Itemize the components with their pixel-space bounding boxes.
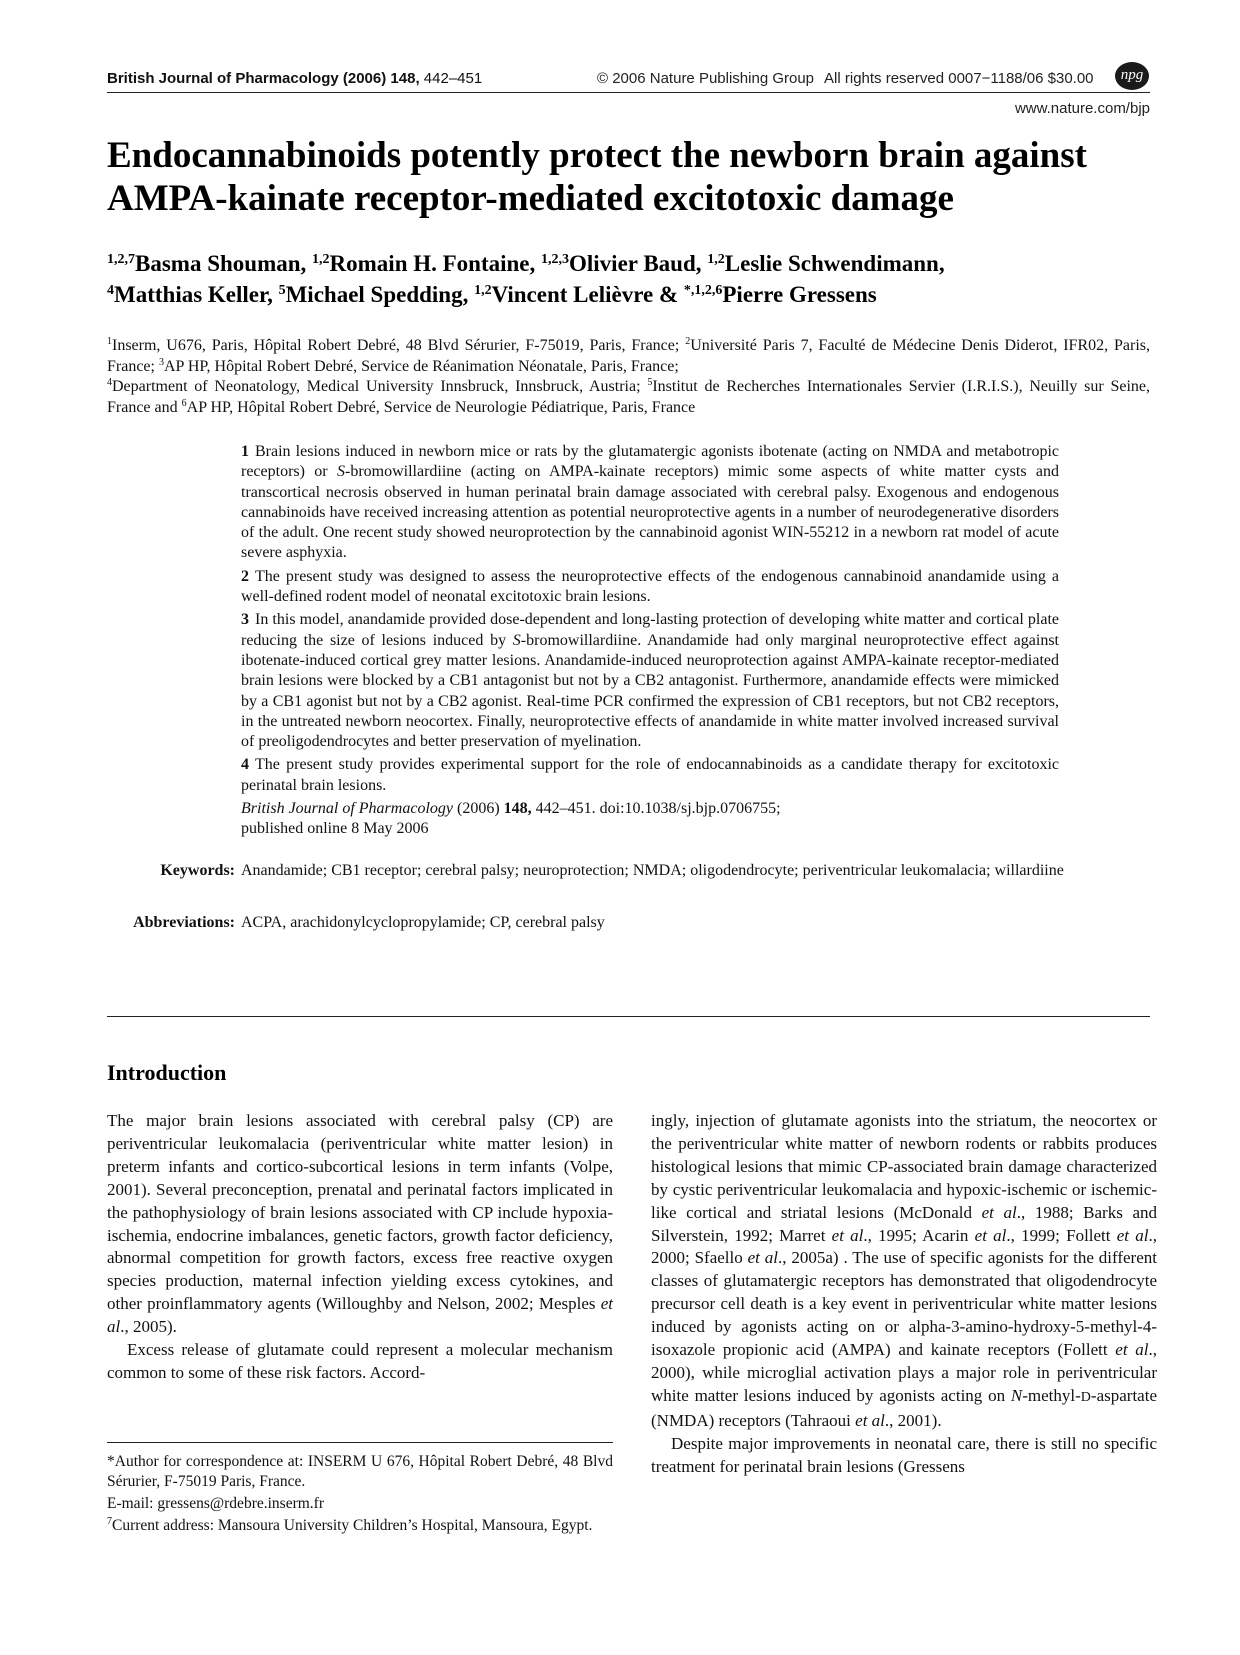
keywords-text: Anandamide; CB1 receptor; cerebral palsy; neuroprotection; NMDA; oligodendrocyte; periventricular leukomalacia; willardiine (241, 862, 1064, 879)
body-italic: et al (974, 1225, 1007, 1245)
rights-text: All rights reserved 0007−1188/06 $30.00 (824, 70, 1094, 87)
author-sup: 1,2,7 (107, 252, 135, 267)
author-name: Matthias Keller, (114, 282, 279, 307)
abstract-para-number: 3 (241, 611, 249, 629)
title-line-2: AMPA-kainate receptor-mediated excitotoxic damage (107, 178, 954, 219)
body-italic: et al (855, 1410, 885, 1430)
email-footnote[interactable]: E-mail: gressens@rdebre.inserm.fr (107, 1495, 324, 1512)
footnote-rule (107, 1442, 613, 1443)
body-italic: et al (1116, 1225, 1149, 1245)
affil-sup: 2 (685, 336, 691, 347)
body-italic: et al (107, 1294, 613, 1337)
author-name: Basma Shouman, (135, 251, 313, 276)
affil-text: Université Paris 7, Faculté de Médecine Denis Diderot, IFR02, Paris, France; (107, 337, 1150, 375)
correspondence-footnote: *Author for correspondence at: INSERM U 676, Hôpital Robert Debré, 48 Blvd Sérurier, F-75019 Paris, France. (107, 1453, 613, 1490)
article-title (107, 134, 1150, 220)
author-line-2 (107, 279, 1150, 310)
published-date: published online 8 May 2006 (241, 820, 429, 838)
affil-text: AP HP, Hôpital Robert Debré, Service de Neurologie Pédiatrique, Paris, France (186, 398, 696, 416)
abbreviations-label: Abbreviations: (133, 914, 235, 931)
body-italic: et al (747, 1248, 778, 1268)
abstract-para-number: 2 (241, 567, 249, 585)
abstract-text: In this model, anandamide provided dose-dependent and long-lasting protection of developing white matter and cortical plate reducing the size of lesions induced by (241, 611, 1059, 649)
author-sup: *,1,2,6 (683, 283, 723, 298)
copyright-text: © 2006 Nature Publishing Group (597, 70, 815, 87)
journal-url[interactable]: www.nature.com/bjp (1014, 100, 1150, 117)
body-column-left (107, 1110, 613, 1385)
body-paragraph (107, 1110, 613, 1339)
body-text: ingly, injection of glutamate agonists into the striatum, the neocortex or the periventricular white matter of newborn rodents or rabbits produces histological lesions that mimic CP-associated brain damage characterized by cystic periventricular leukomalacia and hypoxic-ischemic or ischemic-like cortical and striatal lesions (McDonald (651, 1111, 1157, 1222)
author-name: Olivier Baud, (569, 251, 708, 276)
body-paragraph: Despite major improvements in neonatal care, there is still no specific treatment for perinatal brain lesions (Gressens (651, 1433, 1157, 1476)
author-name: Michael Spedding, (285, 282, 475, 307)
author-sup: 1,2 (707, 252, 725, 267)
abstract-para-3 (241, 610, 1059, 752)
body-column-right (651, 1110, 1157, 1479)
body-italic: et al (1115, 1340, 1149, 1360)
body-text: ., 2000; Sfaello (651, 1225, 1157, 1268)
abstract-italic: S (512, 631, 521, 649)
affil-text: Department of Neonatology, Medical University Innsbruck, Innsbruck, Austria; (112, 378, 648, 395)
author-sup: 4 (107, 283, 114, 298)
affil-sup: 3 (158, 356, 164, 368)
abstract-text: -bromowillardiine. Anandamide had only marginal neuroprotective effect against ibotenate-induced cortical grey matter lesions. Anandamide-induced neuroprotection against AMPA-kainate receptor-mediated brain lesions were blocked by a CB1 antagonist but not by a CB2 antagonist. Furthermore, anandamide effects were mimicked by a CB1 agonist but not by a CB2 agonist. Real-time PCR confirmed the expression of CB1 receptors, but not CB2 receptors, in the untreated newborn neocortex. Finally, neuroprotective effects of anandamide in white matter involved increased survival of preoligodendrocytes and better preservation of myelination. (241, 631, 1059, 751)
body-italic: N (1010, 1385, 1023, 1405)
author-sup: 1,2 (312, 252, 330, 267)
affil-text: Inserm, U676, Paris, Hôpital Robert Debré, 48 Blvd Sérurier, F-75019, Paris, France; (112, 337, 686, 354)
affil-sup: 1 (107, 336, 112, 347)
abbreviations-text: ACPA, arachidonylcyclopropylamide; CP, cerebral palsy (241, 914, 605, 931)
abstract-para-number: 4 (241, 756, 249, 774)
author-name: Vincent Lelièvre & (491, 282, 684, 307)
body-text: ., 2001). (884, 1410, 942, 1430)
affil-sup: 6 (181, 397, 187, 409)
abstract-text: The present study was designed to assess the neuroprotective effects of the endogenous cannabinoid anandamide using a well-defined rodent model of neonatal excitotoxic brain lesions. (241, 567, 1059, 606)
body-text: The major brain lesions associated with cerebral palsy (CP) are periventricular leukomalacia (periventricular white matter lesion) in preterm infants and cortico-subcortical lesions in term infants (Volpe, 2001). Several preconception, prenatal and perinatal factors implicated in the pathophysiology of brain lesions associated with CP include hypoxia-ischemia, endocrine imbalances, genetic factors, growth factor deficiency, abnormal competition for growth factors, excess free reactive oxygen species production, maternal infection yielding excess cytokines, and other proinflammatory agents (Willoughby and Nelson, 2002; Mesples (107, 1111, 613, 1314)
journal-name: British Journal of Pharmacology (2006) (107, 70, 387, 87)
abstract-para-number: 1 (241, 443, 249, 460)
body-text: ., 2005). (120, 1317, 177, 1337)
affil-text: AP HP, Hôpital Robert Debré, Service de Réanimation Néonatale, Paris, France; (163, 357, 679, 375)
title-line-1: Endocannabinoids potently protect the newborn brain against (107, 135, 1087, 176)
abstract-text: The present study provides experimental support for the role of endocannabinoids as a candidate therapy for excitotoxic perinatal brain lesions. (241, 756, 1059, 794)
footnotes (107, 1452, 613, 1538)
journal-pages: 442–451 (423, 70, 483, 87)
body-text: -methyl- (1022, 1385, 1081, 1405)
abstract-text: Brain lesions induced in newborn mice or rats by the glutamatergic agonists ibotenate (acting on NMDA and metabotropic receptors) or (241, 443, 1059, 481)
body-text: ., 1995; Acarin (863, 1225, 975, 1245)
body-smallcaps: D (1080, 1389, 1091, 1405)
author-name: Leslie Schwendimann, (724, 251, 945, 276)
footnote-sup: 7 (107, 1516, 112, 1527)
affiliations (107, 336, 1150, 418)
keywords-row (107, 860, 1150, 881)
abstract-para-4 (241, 755, 1059, 796)
citation-volume: 148, (503, 800, 532, 818)
author-sup: 1,2 (474, 283, 492, 298)
citation (241, 799, 1059, 840)
body-paragraph (651, 1110, 1157, 1433)
body-text: ., 1999; Follett (1006, 1225, 1117, 1245)
running-header-journal (107, 70, 482, 87)
abstract-para-2 (241, 567, 1059, 608)
header-rule (107, 92, 1150, 93)
section-rule (107, 1016, 1150, 1017)
citation-year: (2006) (452, 800, 504, 818)
introduction-heading: Introduction (107, 1060, 227, 1085)
author-list (107, 248, 1150, 310)
npg-logo (1115, 62, 1149, 90)
author-name: Romain H. Fontaine, (329, 251, 542, 276)
abstract-italic: S (336, 463, 345, 481)
affil-sup: 4 (107, 377, 112, 388)
author-name: Pierre Gressens (722, 282, 877, 307)
journal-volume: 148, (390, 70, 420, 87)
author-sup: 5 (278, 283, 286, 298)
author-sup: 1,2,3 (541, 252, 570, 267)
current-address-footnote (107, 1516, 613, 1536)
npg-logo-text: npg (1120, 67, 1144, 83)
author-line-1 (107, 248, 1150, 279)
running-header-copyright (597, 70, 1094, 87)
body-italic: et al (981, 1202, 1017, 1222)
body-text: -aspartate (NMDA) receptors (Tahraoui (651, 1385, 1157, 1430)
body-text: ., 1988; Barks and Silverstein, 1992; Marret (651, 1202, 1157, 1245)
citation-journal: British Journal of Pharmacology (241, 800, 453, 818)
abstract-text: -bromowillardiine (acting on AMPA-kainate receptors) mimic some aspects of white matter cysts and transcortical necrosis observed in human perinatal brain damage associated with cerebral palsy. Exogenous and endogenous cannabinoids have received increasing attention as potential neuroprotective agents in a number of neurodegenerative disorders of the adult. One recent study showed neuroprotection by the cannabinoid agonist WIN-55212 in a newborn rat model of acute severe asphyxia. (241, 463, 1060, 562)
body-text: ., 2000), while microglial activation plays a major role in periventricular white matter lesions induced by agonists acting on (651, 1340, 1157, 1405)
keywords-label: Keywords: (160, 862, 235, 879)
abstract-para-1 (241, 442, 1059, 564)
body-italic: et al (831, 1225, 864, 1245)
affil-sup: 5 (647, 377, 653, 388)
citation-doi: 442–451. doi:10.1038/sj.bjp.0706755; (531, 800, 781, 818)
abstract (241, 442, 1059, 840)
footnote-text: Current address: Mansoura University Children’s Hospital, Mansoura, Egypt. (112, 1517, 593, 1534)
body-text: ., 2005a) . The use of specific agonists for the different classes of glutamatergic receptors has demonstrated that oligodendrocyte precursor cell death is a key event in periventricular white matter lesions induced by agonists acting on or alpha-3-amino-hydroxy-5-methyl-4-isoxazole propionic acid (AMPA) and kainate receptors (Follett (651, 1248, 1157, 1360)
affil-text: Institut de Recherches Internationales Servier (I.R.I.S.), Neuilly sur Seine, France and (107, 378, 1151, 416)
abbreviations-row (107, 912, 1150, 933)
body-paragraph: Excess release of glutamate could represent a molecular mechanism common to some of these risk factors. Accord- (107, 1340, 613, 1382)
